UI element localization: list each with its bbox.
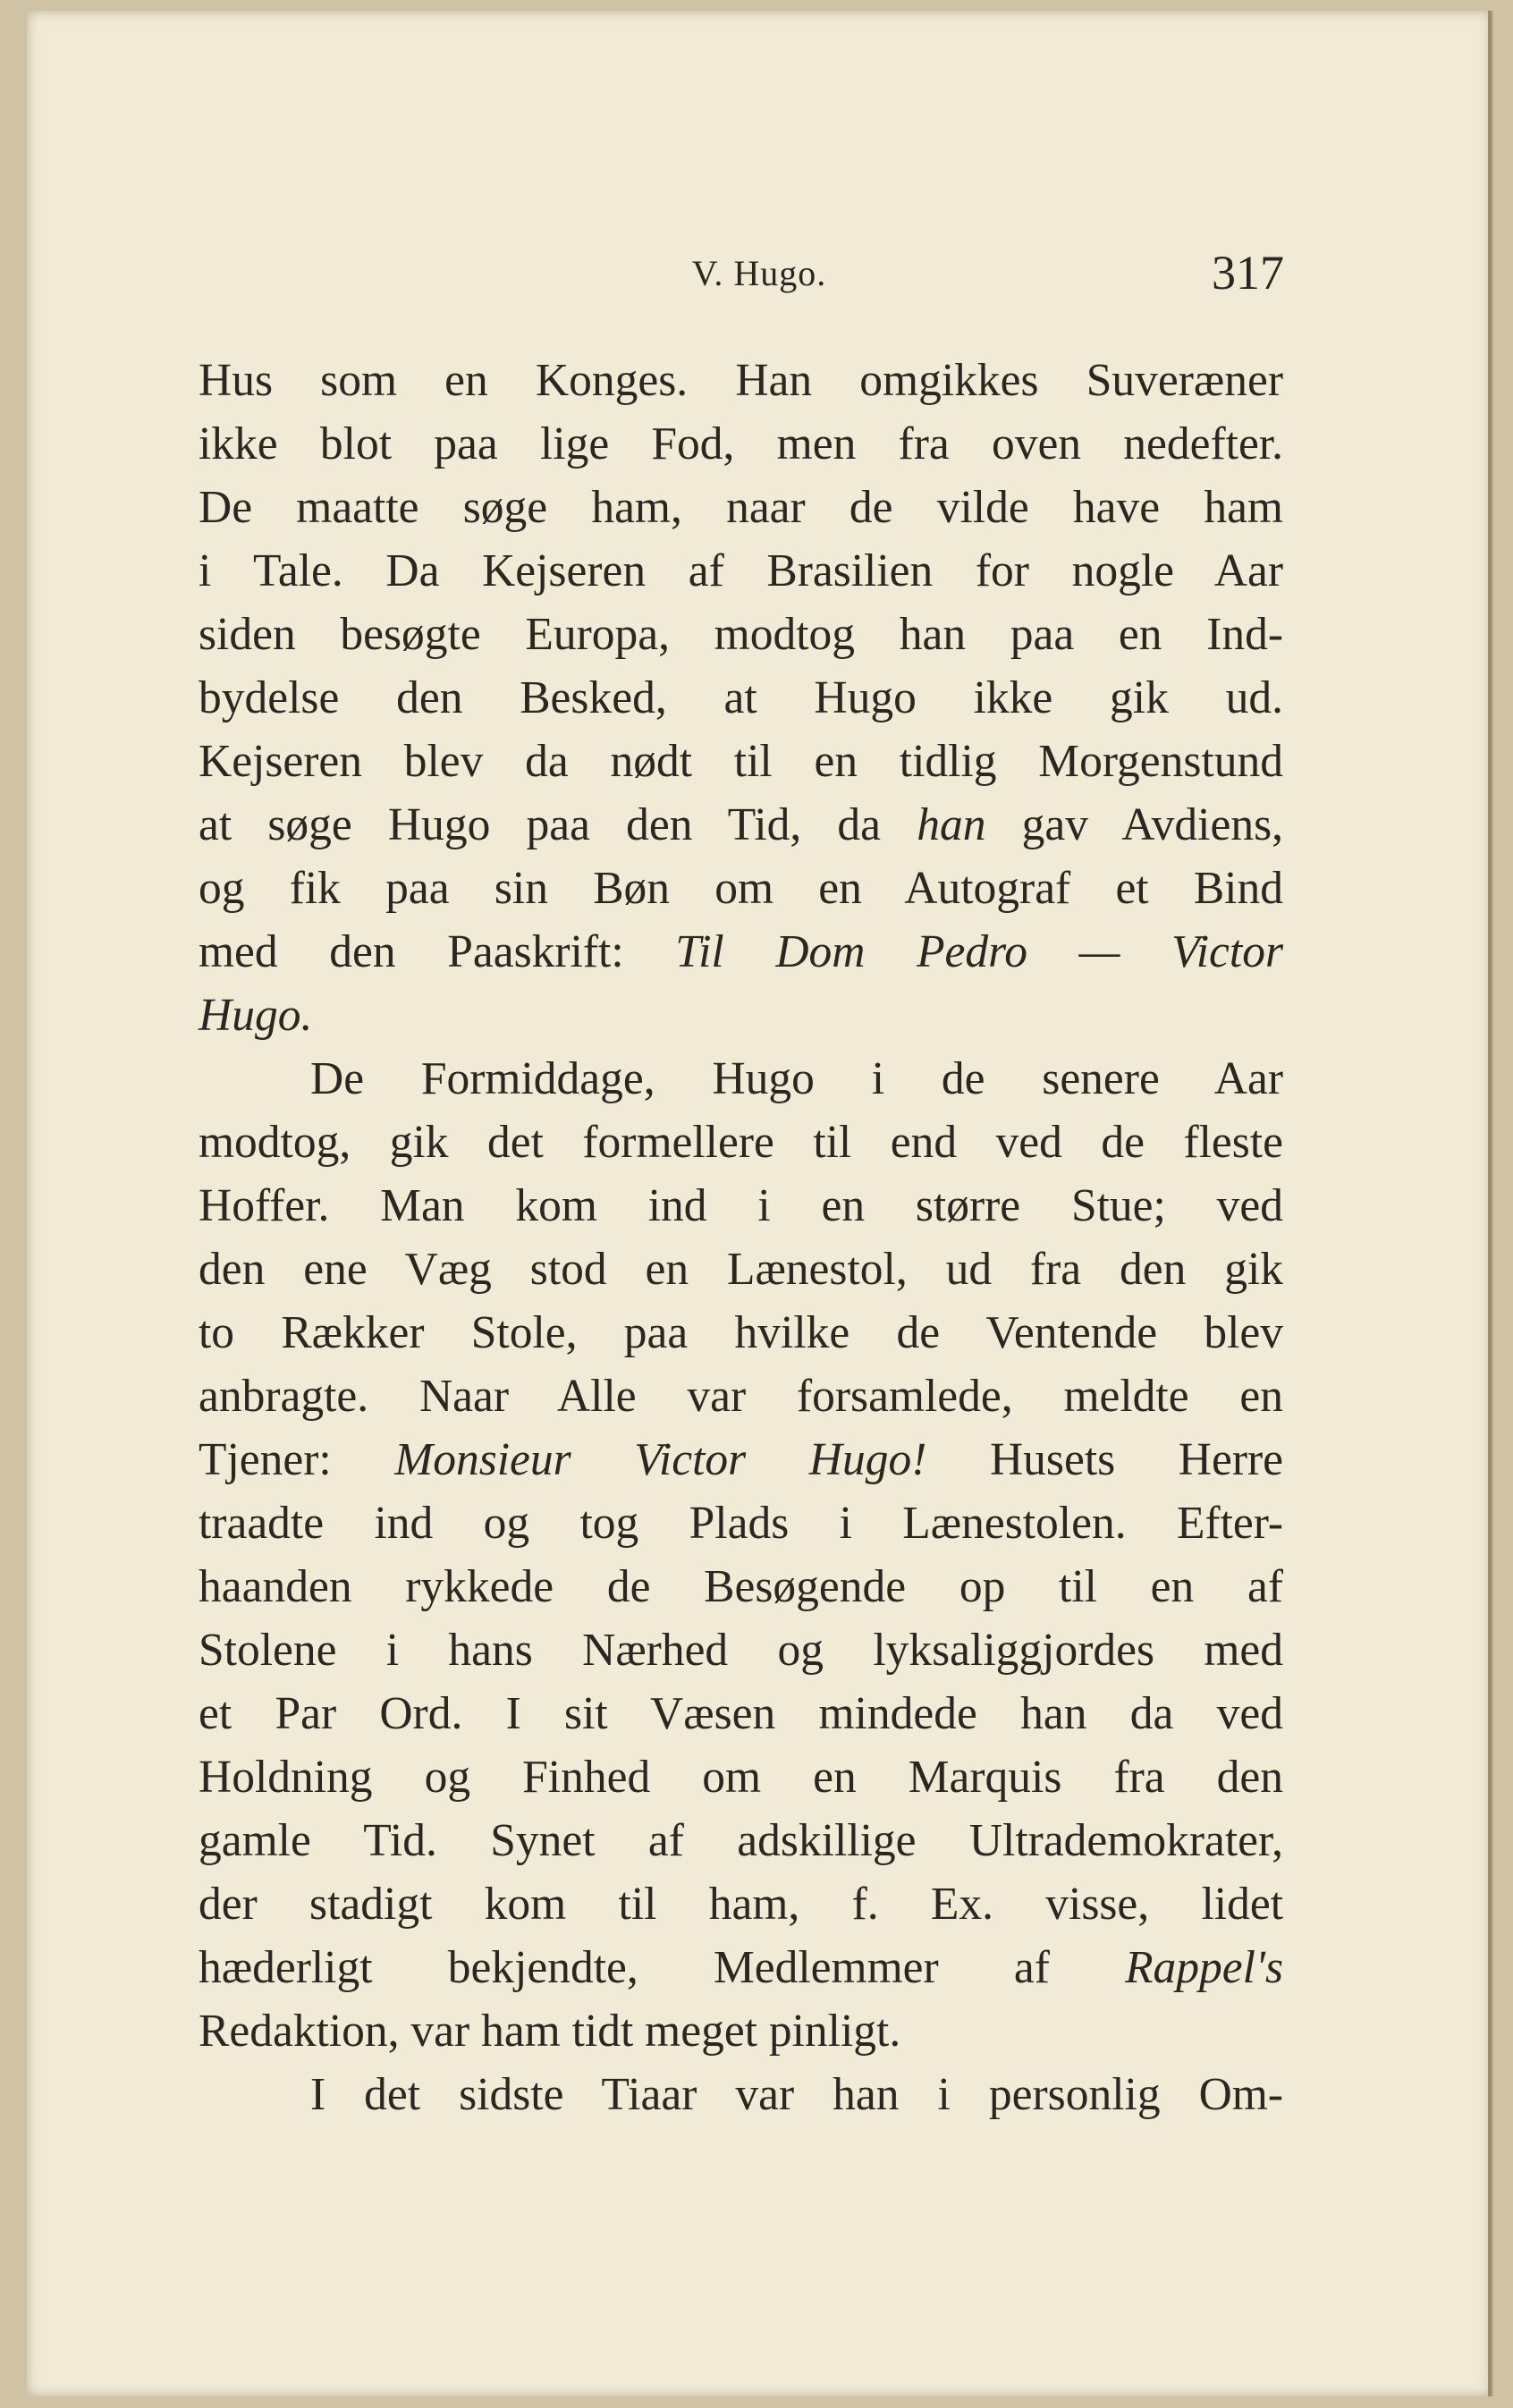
text-line: De Formiddage, Hugo i de senere Aar xyxy=(310,1053,1283,1104)
running-head xyxy=(27,245,1492,308)
text-line: den ene Væg stod en Lænestol, ud fra den gik xyxy=(199,1244,1283,1295)
running-head-title: V. Hugo. xyxy=(691,253,827,293)
text-line: at søge Hugo paa den Tid, da han gav Avdiens, xyxy=(199,799,1283,850)
text-line: modtog, gik det formellere til end ved de fleste xyxy=(199,1117,1283,1168)
text-line: bydelse den Besked, at Hugo ikke gik ud. xyxy=(199,672,1283,723)
text-line: i Tale. Da Kejseren af Brasilien for nogle Aar xyxy=(199,545,1283,596)
text-line: I det sidste Tiaar var han i personlig Om- xyxy=(310,2069,1283,2120)
text-line: Hoffer. Man kom ind i en større Stue; ved xyxy=(199,1180,1283,1231)
text-line: og fik paa sin Bøn om en Autograf et Bind xyxy=(199,863,1283,914)
emphasis: Rappel's xyxy=(1125,1942,1283,1993)
text-line: traadte ind og tog Plads i Lænestolen. Efter- xyxy=(199,1498,1283,1549)
emphasis: Hugo. xyxy=(199,990,313,1041)
text-line: Stolene i hans Nærhed og lyksaliggjordes med xyxy=(199,1625,1283,1676)
emphasis: Til Dom Pedro — Victor xyxy=(675,926,1283,977)
text-line: anbragte. Naar Alle var forsamlede, meldte en xyxy=(199,1371,1283,1422)
page-number: 317 xyxy=(1212,246,1284,300)
text-line: Holdning og Finhed om en Marquis fra den xyxy=(199,1752,1283,1803)
text-line: De maatte søge ham, naar de vilde have ham xyxy=(199,482,1283,533)
text-line: haanden rykkede de Besøgende op til en af xyxy=(199,1561,1283,1612)
text-line: ikke blot paa lige Fod, men fra oven nedefter. xyxy=(199,418,1283,469)
emphasis: han xyxy=(917,799,986,850)
text-line: Redaktion, var ham tidt meget pinligt. xyxy=(199,2006,901,2057)
page-edge xyxy=(1488,11,1492,2396)
body-text xyxy=(199,349,1283,2126)
text-line: et Par Ord. I sit Væsen mindede han da ved xyxy=(199,1688,1283,1739)
text-line: med den Paaskrift: Til Dom Pedro — Victor xyxy=(199,926,1283,977)
book-page xyxy=(27,11,1493,2396)
text-line: gamle Tid. Synet af adskillige Ultrademokrater, xyxy=(199,1815,1283,1866)
emphasis: Monsieur Victor Hugo! xyxy=(394,1434,927,1485)
text-line: to Rækker Stole, paa hvilke de Ventende blev xyxy=(199,1307,1283,1358)
text-line xyxy=(199,984,1283,1047)
text-line: der stadigt kom til ham, f. Ex. visse, lidet xyxy=(199,1879,1283,1930)
text-line: hæderligt bekjendte, Medlemmer af Rappel's xyxy=(199,1942,1283,1993)
text-line: Kejseren blev da nødt til en tidlig Morgenstund xyxy=(199,736,1283,787)
text-line: Hus som en Konges. Han omgikkes Suveræner xyxy=(199,355,1283,406)
text-line: Tjener: Monsieur Victor Hugo! Husets Herre xyxy=(199,1434,1283,1485)
text-line: siden besøgte Europa, modtog han paa en Ind- xyxy=(199,609,1283,660)
